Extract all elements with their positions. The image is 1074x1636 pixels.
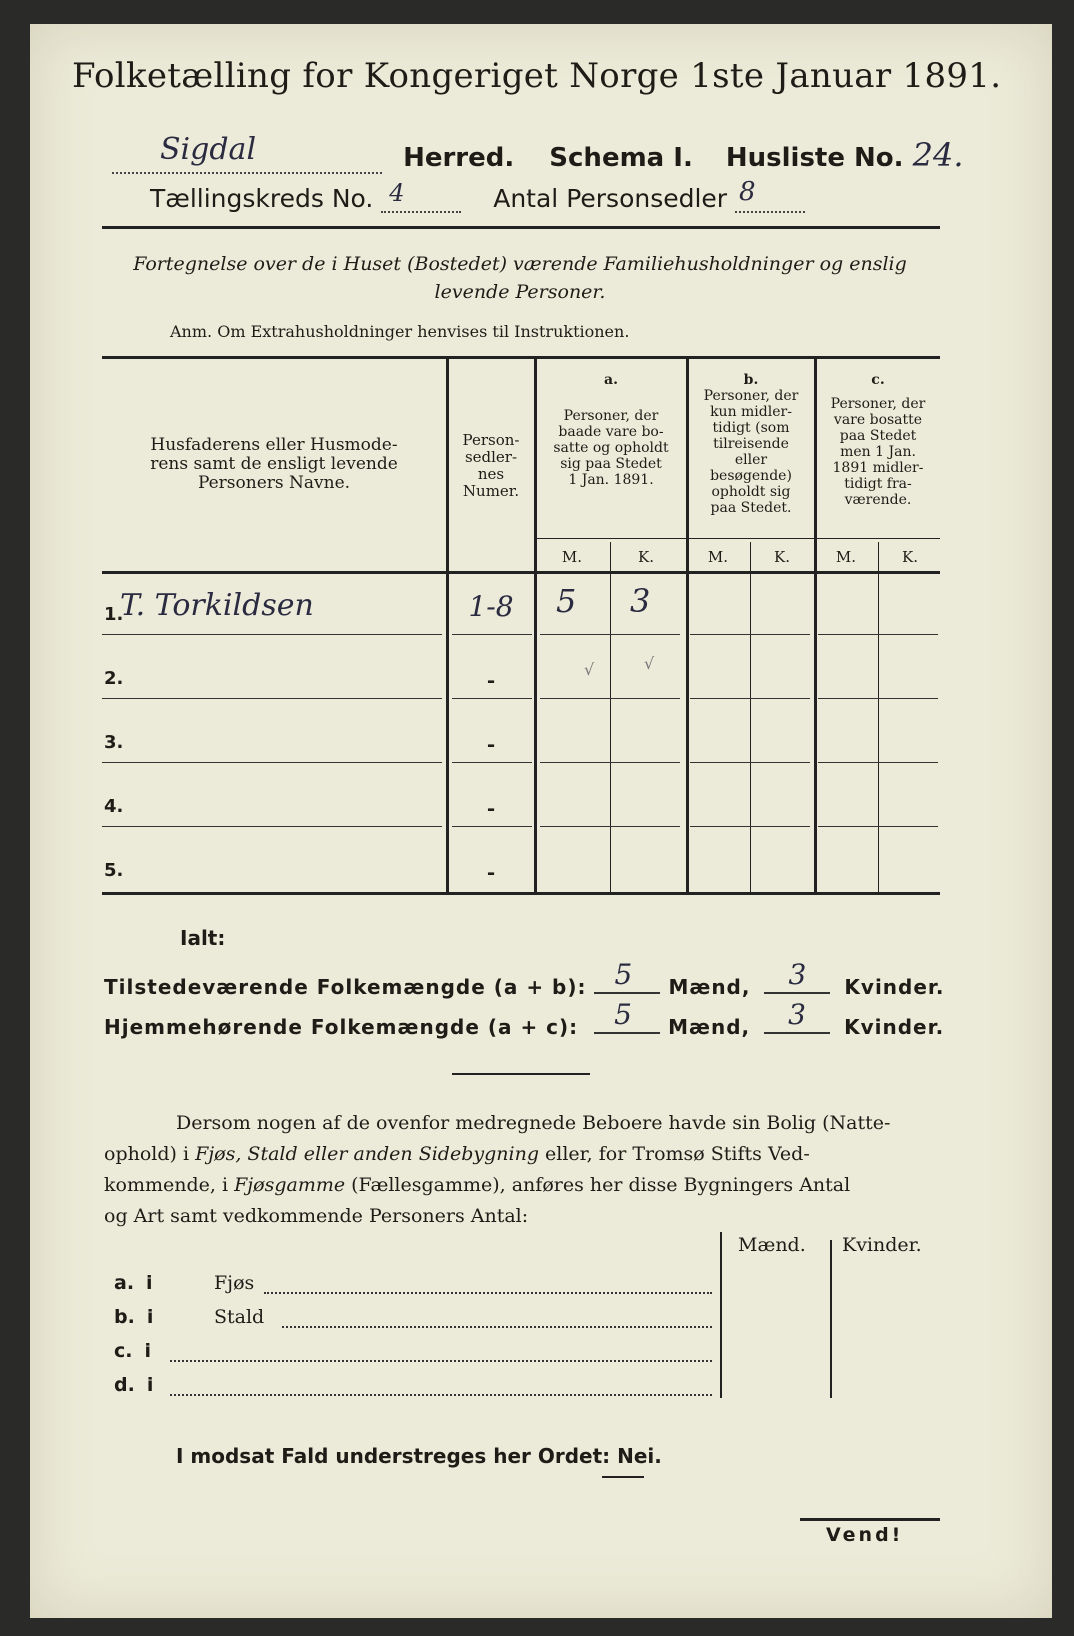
- col-b-line: tilreisende: [713, 436, 789, 452]
- nei-underline: [602, 1476, 644, 1478]
- personsedler-label: Antal Personsedler: [493, 184, 728, 213]
- row-rule: [690, 698, 810, 699]
- row-number: 5.: [104, 860, 124, 881]
- col-name-line: Personers Navne.: [197, 473, 351, 493]
- tilstede-row: [104, 958, 945, 999]
- building-item: [114, 1340, 151, 1362]
- col-name-line: rens samt de ensligt levende: [150, 454, 398, 474]
- para-text: eller, for Tromsø Stifts Ved-: [538, 1143, 810, 1165]
- herred-line: [112, 132, 964, 174]
- k-label-a: K.: [638, 548, 654, 566]
- row-rule: [452, 762, 532, 763]
- buildings-divider: [720, 1232, 722, 1398]
- page-title: Folketælling for Kongeriget Norge 1ste Januar 1891.: [72, 56, 1002, 96]
- buildings-maend-header: Mænd.: [738, 1234, 806, 1256]
- row-number: 2.: [104, 668, 124, 689]
- col-a-header: [536, 372, 686, 488]
- modsat-note: I modsat Fald understreges her Ordet: Nei.: [176, 1444, 662, 1468]
- tilstede-maend-label: Mænd,: [668, 975, 751, 999]
- col-b-line: eller: [734, 452, 768, 468]
- col-b-line: opholdt sig: [711, 484, 791, 500]
- hjemme-kvinder-value: 3: [788, 998, 807, 1031]
- col-c-line: tidigt fra-: [844, 476, 912, 492]
- col-c-line: 1891 midler-: [832, 460, 924, 476]
- para-line3: [104, 1170, 940, 1201]
- k-label-c: K.: [902, 548, 918, 566]
- row-rule: [818, 826, 938, 827]
- col-a-line: sig paa Stedet: [560, 456, 662, 472]
- check-mark-icon: √: [584, 660, 595, 679]
- building-item: [114, 1306, 265, 1328]
- col-b-line: Personer, der: [703, 388, 799, 404]
- col-c-line: paa Stedet: [839, 428, 917, 444]
- para-line2: [104, 1139, 940, 1170]
- col-num-line: Numer.: [462, 482, 520, 500]
- para-italic: Fjøsgamme: [234, 1174, 346, 1196]
- tilstede-maend-value: 5: [614, 958, 634, 991]
- row-number: 1.: [104, 604, 124, 625]
- row-rule: [452, 826, 532, 827]
- m-label-b: M.: [707, 548, 729, 566]
- row-rule: [818, 634, 938, 635]
- row-rule: [690, 826, 810, 827]
- col-num-line: sedler-: [464, 448, 518, 466]
- row-rule: [102, 826, 442, 827]
- a-maend-value: 5: [556, 582, 577, 620]
- para-italic: Fjøs, Stald eller anden Sidebygning: [195, 1143, 539, 1165]
- household-name: T. Torkildsen: [120, 588, 314, 623]
- building-letter: c.: [114, 1340, 133, 1362]
- m-label-a: M.: [561, 548, 583, 566]
- building-label: Fjøs: [214, 1272, 255, 1294]
- anm-note: Anm. Om Extrahusholdninger henvises til Instruktionen.: [170, 322, 630, 341]
- para-line4: og Art samt vedkommende Personers Antal:: [104, 1205, 529, 1227]
- kreds-value: 4: [389, 179, 405, 207]
- col-a-line: baade vare bo-: [558, 424, 664, 440]
- col-c-header: [816, 372, 940, 508]
- mk-divider: [878, 542, 879, 892]
- col-num-line: Person-: [462, 431, 520, 449]
- schema-label: Schema I.: [549, 143, 693, 173]
- personsedler-value: 8: [739, 177, 756, 207]
- row-rule: [452, 698, 532, 699]
- para-text: kommende, i: [104, 1174, 235, 1196]
- dotted-leader: [170, 1360, 712, 1362]
- hjemme-label: Hjemmehørende Folkemængde (a + c):: [104, 1015, 579, 1039]
- building-i: i: [146, 1272, 153, 1294]
- personsedler-number: -: [486, 732, 496, 756]
- husliste-label: Husliste No.: [725, 143, 904, 173]
- section-divider: [452, 1073, 590, 1075]
- intro-line2: levende Personer.: [434, 281, 606, 303]
- col-c-letter: c.: [871, 372, 885, 388]
- col-name-line: Husfaderens eller Husmode-: [150, 435, 398, 455]
- col-c-line: vare bosatte: [833, 412, 923, 428]
- k-label-b: K.: [774, 548, 790, 566]
- dotted-leader: [264, 1292, 712, 1294]
- header-rule: [102, 226, 940, 229]
- col-a-letter: a.: [604, 372, 618, 388]
- col-num-line: nes: [477, 465, 505, 483]
- row-rule: [102, 698, 442, 699]
- row-rule: [540, 826, 680, 827]
- herred-value: Sigdal: [160, 132, 257, 167]
- col-b-line: besøgende): [710, 468, 792, 484]
- sidebygning-paragraph: [104, 1108, 940, 1232]
- vend-label: Vend!: [826, 1524, 904, 1546]
- dotted-leader: [282, 1326, 712, 1328]
- tilstede-kvinder-value: 3: [788, 958, 808, 991]
- row-rule: [540, 762, 680, 763]
- hjemme-row: [104, 998, 945, 1039]
- para-text: (Fællesgamme), anføres her disse Bygningers Antal: [345, 1174, 851, 1196]
- intro-line1: Fortegnelse over de i Huset (Bostedet) værende Familiehusholdninger og enslig: [133, 253, 907, 275]
- hjemme-kvinder-label: Kvinder.: [844, 1015, 945, 1039]
- col-b-line: kun midler-: [710, 404, 792, 420]
- table-bottom-rule: [102, 892, 940, 895]
- check-mark-icon: √: [644, 654, 655, 673]
- col-a-line: Personer, der: [563, 408, 659, 424]
- dotted-leader: [170, 1394, 712, 1396]
- building-item: [114, 1272, 255, 1294]
- building-label: Stald: [214, 1306, 265, 1328]
- col-c-line: Personer, der: [830, 396, 926, 412]
- personsedler-number: -: [486, 796, 496, 820]
- row-number: 3.: [104, 732, 124, 753]
- vend-rule: [800, 1518, 940, 1521]
- buildings-divider: [830, 1240, 832, 1398]
- col-b-letter: b.: [743, 372, 759, 388]
- col-b-line: tidigt (som: [712, 420, 790, 436]
- col-b-header: [688, 372, 814, 516]
- hjemme-maend-value: 5: [614, 998, 633, 1031]
- col-name-header: [104, 436, 444, 493]
- husliste-value: 24.: [912, 136, 964, 174]
- building-i: i: [146, 1374, 154, 1396]
- ialt-label: Ialt:: [180, 926, 226, 950]
- hjemme-maend-label: Mænd,: [668, 1015, 751, 1039]
- row-rule: [690, 762, 810, 763]
- herred-label: Herred.: [403, 143, 515, 173]
- building-i: i: [144, 1340, 151, 1362]
- para-line1: Dersom nogen af de ovenfor medregnede Beboere havde sin Bolig (Natte-: [176, 1112, 891, 1134]
- tilstede-label: Tilstedeværende Folkemængde (a + b):: [104, 975, 587, 999]
- col-c-line: værende.: [844, 492, 912, 508]
- building-i: i: [146, 1306, 154, 1328]
- building-letter: b.: [114, 1306, 135, 1328]
- col-a-line: 1 Jan. 1891.: [568, 472, 654, 488]
- col-num-header: [448, 432, 534, 500]
- row-rule: [540, 698, 680, 699]
- buildings-kvinder-header: Kvinder.: [842, 1234, 922, 1256]
- col-b-line: paa Stedet.: [710, 500, 792, 516]
- row-rule: [540, 634, 680, 635]
- building-item: [114, 1374, 153, 1396]
- row-rule: [818, 698, 938, 699]
- m-label-c: M.: [835, 548, 857, 566]
- para-text: ophold) i: [104, 1143, 196, 1165]
- building-letter: a.: [114, 1272, 135, 1294]
- personsedler-number: -: [486, 860, 496, 884]
- row-rule: [102, 634, 442, 635]
- mk-divider: [610, 542, 611, 892]
- col-a-line: satte og opholdt: [553, 440, 669, 456]
- building-letter: d.: [114, 1374, 135, 1396]
- tilstede-kvinder-label: Kvinder.: [844, 975, 945, 999]
- row-rule: [102, 762, 442, 763]
- row-rule: [818, 762, 938, 763]
- mk-header-rule: [536, 538, 940, 539]
- personsedler-number: -: [486, 668, 496, 692]
- a-kvinder-value: 3: [630, 582, 651, 620]
- kreds-label: Tællingskreds No.: [150, 184, 374, 213]
- intro-text: [100, 250, 940, 306]
- mk-divider: [750, 542, 751, 892]
- col-c-line: men 1 Jan.: [840, 444, 916, 460]
- personsedler-number: 1-8: [468, 590, 514, 623]
- row-rule: [690, 634, 810, 635]
- kreds-line: [150, 177, 805, 213]
- row-rule: [452, 634, 532, 635]
- row-number: 4.: [104, 796, 124, 817]
